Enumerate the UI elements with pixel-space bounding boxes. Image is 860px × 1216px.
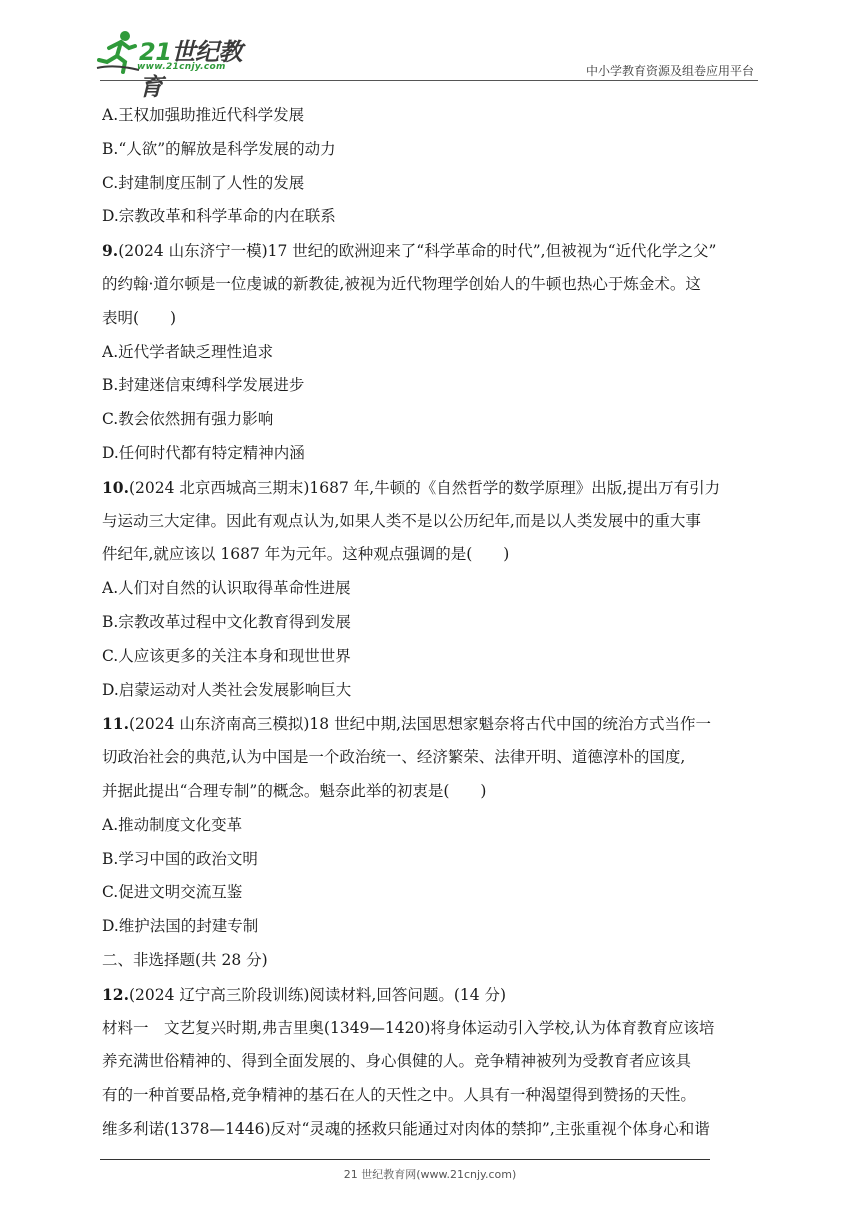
text-line — [102, 437, 762, 471]
line-text: C.教会依然拥有强力影响 — [102, 410, 274, 429]
text-line — [102, 302, 762, 336]
line-text: D.宗教改革和科学革命的内在联系 — [102, 207, 336, 226]
text-line — [102, 843, 762, 877]
line-text: A.王权加强助推近代科学发展 — [102, 106, 305, 124]
line-text: C.封建制度压制了人性的发展 — [102, 173, 305, 192]
line-text: 材料一 文艺复兴时期,弗吉里奥(1349—1420)将身体运动引入学校,认为体育教育应该培 — [102, 1018, 715, 1037]
line-text: 有的一种首要品格,竞争精神的基石在人的天性之中。人具有一种渴望得到赞扬的天性。 — [102, 1086, 696, 1105]
line-text: 二、非选择题(共 28 分) — [102, 950, 268, 969]
text-line — [102, 1079, 762, 1113]
line-text: A.人们对自然的认识取得革命性进展 — [102, 579, 351, 598]
line-text: B.学习中国的政治文明 — [102, 849, 258, 868]
site-logo[interactable] — [95, 28, 265, 101]
text-line — [102, 99, 762, 133]
line-text: D.维护法国的封建专制 — [102, 917, 259, 936]
line-text: (2024 北京西城高三期末)1687 年,牛顿的《自然哲学的数学原理》出版,提出万有引力 — [128, 478, 721, 497]
text-line — [102, 674, 762, 708]
text-line — [102, 1045, 762, 1079]
text-line — [102, 167, 762, 201]
text-line — [102, 741, 762, 775]
text-line — [102, 1113, 762, 1147]
line-text: 并据此提出“合理专制”的概念。魁奈此举的初衷是( ) — [102, 781, 487, 800]
question-number: 10. — [102, 477, 129, 497]
text-line — [102, 505, 762, 539]
question-number: 12. — [102, 984, 129, 1004]
question-line — [102, 234, 762, 268]
document-body — [102, 99, 762, 1147]
line-text: (2024 辽宁高三阶段训练)阅读材料,回答问题。(14 分) — [128, 985, 507, 1004]
header-divider — [100, 80, 758, 81]
line-text: 养充满世俗精神的、得到全面发展的、身心俱健的人。竞争精神被列为受教育者应该具 — [102, 1052, 692, 1071]
line-text: 件纪年,就应该以 1687 年为元年。这种观点强调的是( ) — [102, 545, 510, 564]
text-line — [102, 336, 762, 370]
line-text: D.启蒙运动对人类社会发展影响巨大 — [102, 680, 352, 699]
question-line — [102, 471, 762, 505]
text-line — [102, 775, 762, 809]
text-line — [102, 1012, 762, 1046]
line-text: 表明( ) — [102, 308, 177, 327]
question-number: 11. — [102, 714, 129, 734]
text-line — [102, 944, 762, 978]
line-text: (2024 山东济南高三模拟)18 世纪中期,法国思想家魁奈将古代中国的统治方式当作一 — [128, 715, 712, 734]
line-text: 的约翰·道尔顿是一位虔诚的新教徒,被视为近代物理学创始人的牛顿也热心于炼金术。这 — [102, 274, 701, 293]
page-header — [0, 0, 860, 101]
line-text: B.封建迷信束缚科学发展进步 — [102, 376, 305, 395]
line-text: A.近代学者缺乏理性追求 — [102, 342, 274, 361]
text-line — [102, 876, 762, 910]
text-line — [102, 640, 762, 674]
text-line — [102, 369, 762, 403]
line-text: D.任何时代都有特定精神内涵 — [102, 443, 305, 462]
line-text: 切政治社会的典范,认为中国是一个政治统一、经济繁荣、法律开明、道德淳朴的国度, — [102, 748, 686, 767]
text-line — [102, 809, 762, 843]
footer-divider — [100, 1159, 710, 1160]
line-text: 与运动三大定律。因此有观点认为,如果人类不是以公历纪年,而是以人类发展中的重大事 — [102, 511, 701, 530]
question-line — [102, 978, 762, 1012]
logo-wordmark: 21世纪教育 — [139, 38, 242, 101]
text-line — [102, 538, 762, 572]
question-number: 9. — [102, 241, 119, 261]
platform-tagline: 中小学教育资源及组卷应用平台 — [585, 64, 754, 78]
text-line — [102, 268, 762, 302]
page-footer: 21 世纪教育网(www.21cnjy.com) — [343, 1168, 517, 1181]
line-text: C.人应该更多的关注本身和现世世界 — [102, 646, 351, 665]
line-text: A.推动制度文化变革 — [102, 815, 243, 834]
text-line — [102, 572, 762, 606]
line-text: C.促进文明交流互鉴 — [102, 883, 243, 902]
text-line — [102, 403, 762, 437]
line-text: (2024 山东济宁一模)17 世纪的欧洲迎来了“科学革命的时代”,但被视为“近代化学之父” — [118, 242, 717, 261]
line-text: B.“人欲”的解放是科学发展的动力 — [102, 139, 336, 158]
logo-url: www.21cnjy.com — [137, 62, 226, 72]
text-line — [102, 133, 762, 167]
question-line — [102, 707, 762, 741]
text-line — [102, 910, 762, 944]
runner-logo-icon — [95, 28, 143, 76]
text-line — [102, 606, 762, 640]
line-text: 维多利诺(1378—1446)反对“灵魂的拯救只能通过对肉体的禁抑”,主张重视个体身心和谐 — [102, 1119, 710, 1138]
line-text: B.宗教改革过程中文化教育得到发展 — [102, 612, 351, 631]
text-line — [102, 200, 762, 234]
